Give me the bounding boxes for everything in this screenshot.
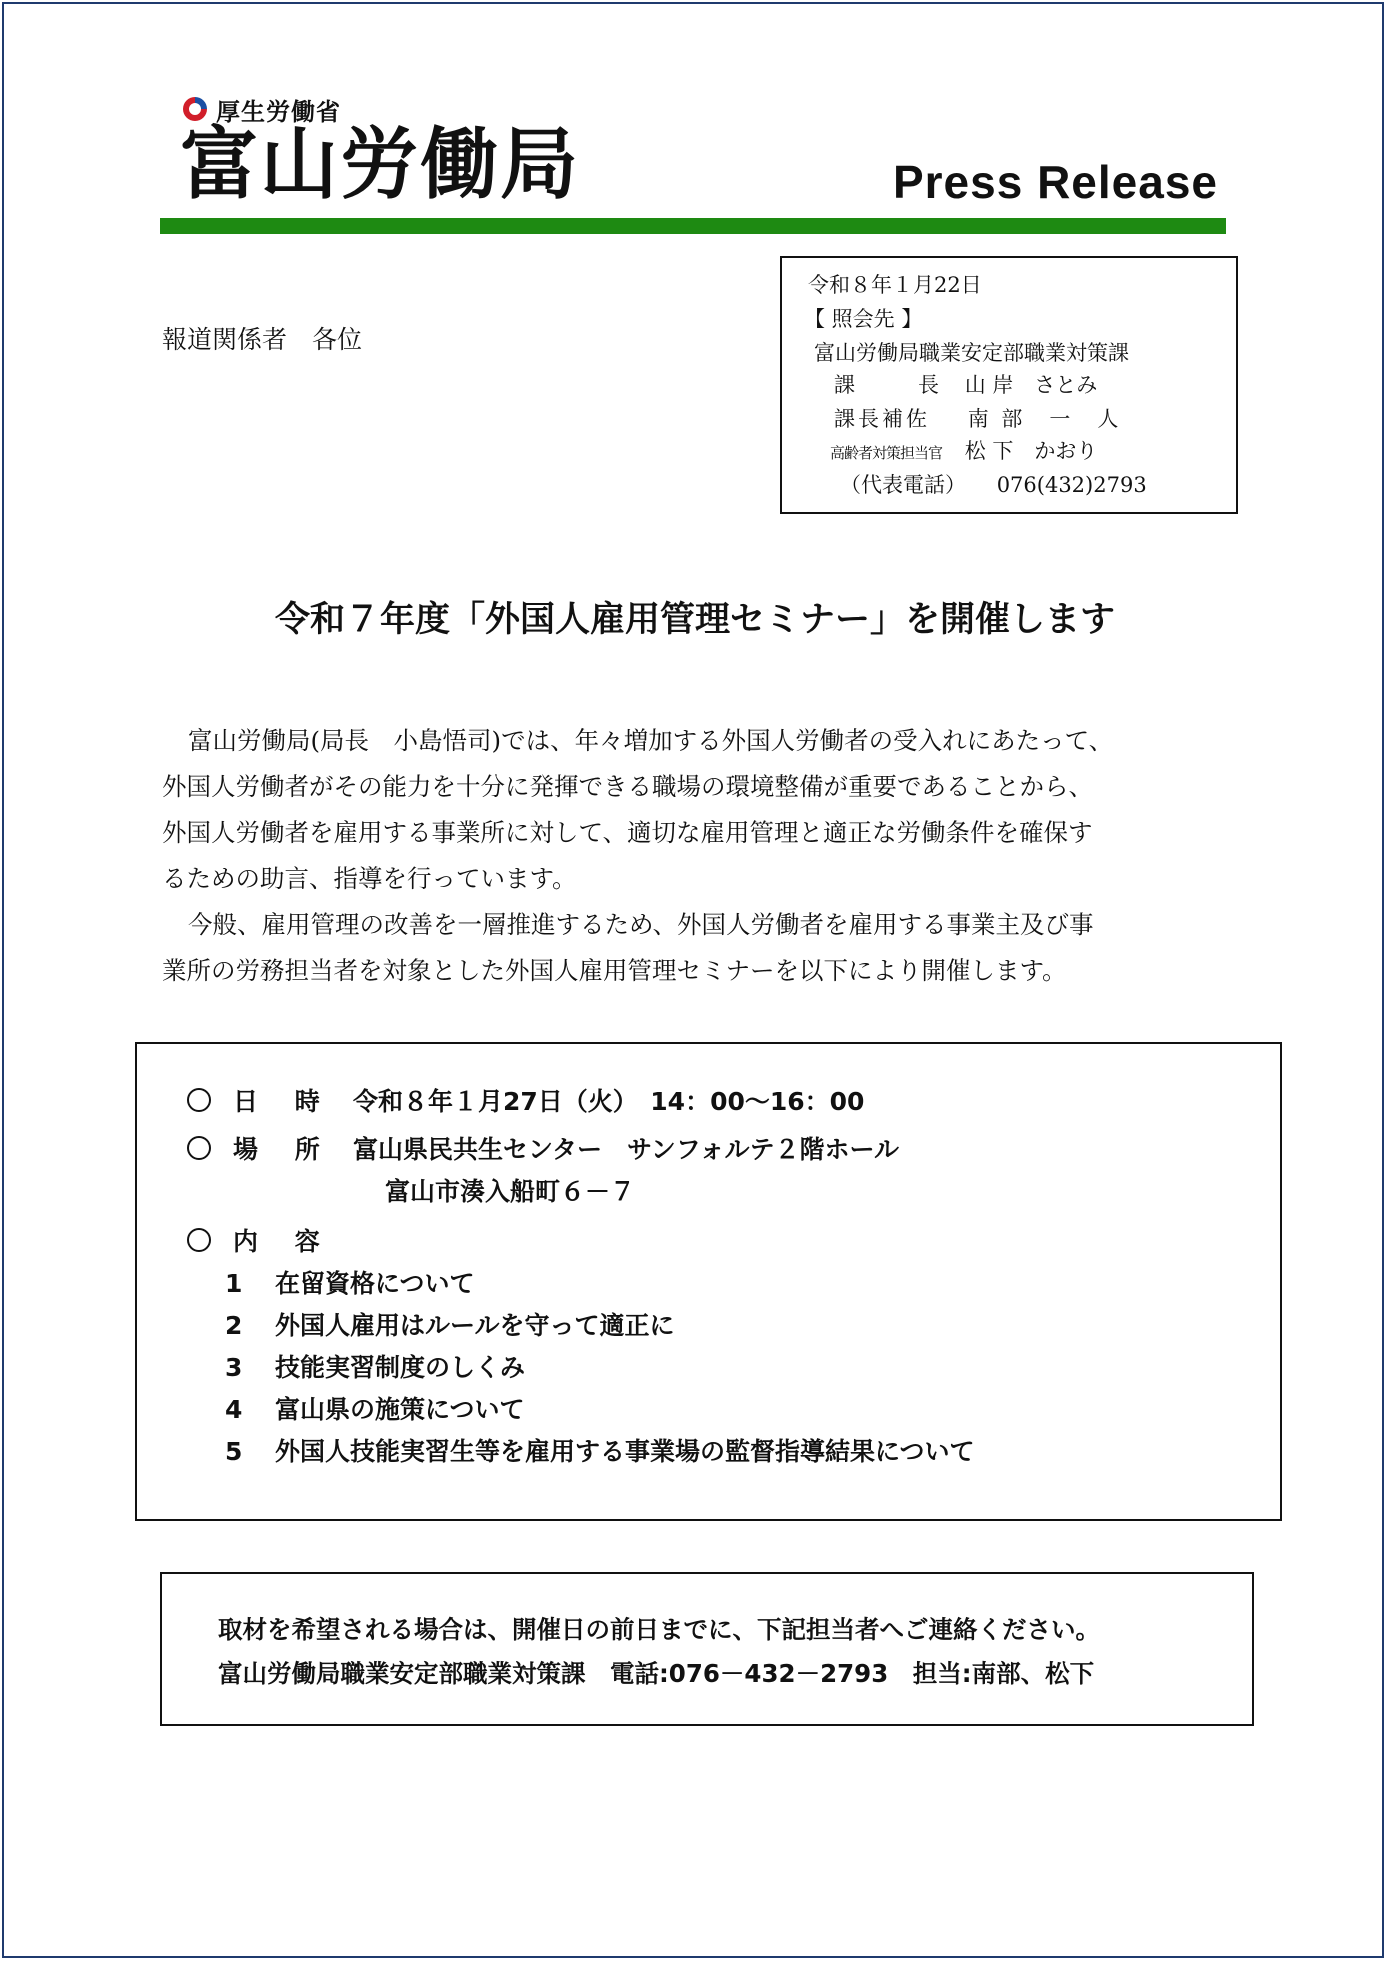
event-info-box [135,1042,1282,1521]
venue-label: 場 所 [233,1135,334,1164]
staff-title: 課長補佐 [834,407,930,431]
circle-bullet-icon [187,1136,211,1160]
event-datetime: 令和８年１月27日（火） 14：00～16：00 [353,1087,865,1116]
event-content-row [187,1222,353,1262]
contact-staff-row [834,370,1097,400]
staff-name: 南 部 一 人 [967,407,1122,431]
notice-line: 取材を希望される場合は、開催日の前日までに、下記担当者へご連絡ください。 [218,1615,1100,1644]
contact-staff-row [830,436,1097,468]
body-paragraph-line: 外国人労働者がその能力を十分に発揮できる職場の環境整備が重要であることから、 [162,772,1093,801]
contact-department: 富山労働局職業安定部職業対策課 [814,341,1129,365]
content-item: 1 在留資格について [225,1269,475,1298]
notice-line: 富山労働局職業安定部職業対策課 電話:076－432－2793 担当:南部、松下 [218,1659,1095,1688]
content-item: 2 外国人雇用はルールを守って適正に [225,1311,675,1340]
event-address: 富山市湊入船町６－７ [385,1177,636,1206]
contact-box [780,256,1238,514]
event-venue: 富山県民共生センター サンフォルテ２階ホール [353,1135,900,1164]
body-paragraph-line: 業所の労務担当者を対象とした外国人雇用管理セミナーを以下により開催します。 [162,956,1067,985]
datetime-label: 日 時 [233,1087,334,1116]
contact-phone-row [840,470,1147,500]
phone-number: 076(432)2793 [996,473,1147,497]
content-item: 5 外国人技能実習生等を雇用する事業場の監督指導結果について [225,1437,975,1466]
staff-title: 高齢者対策担当官 [830,444,943,462]
circle-bullet-icon [187,1228,211,1252]
release-date: 令和８年１月22日 [808,273,982,297]
body-paragraph-line: るための助言、指導を行っています。 [162,864,577,893]
headline: 令和７年度「外国人雇用管理セミナー」を開催します [274,600,1115,640]
contact-staff-row [834,404,1121,434]
body-paragraph-line: 今般、雇用管理の改善を一層推進するため、外国人労働者を雇用する事業主及び事 [188,910,1094,939]
bureau-name: 富山労働局 [180,120,581,210]
content-label: 内 容 [233,1227,334,1256]
body-paragraph-line: 富山労働局(局長 小島悟司)では、年々増加する外国人労働者の受入れにあたって、 [188,726,1114,755]
staff-name: 松 下 かおり [964,439,1098,463]
content-item: 3 技能実習制度のしくみ [225,1353,526,1382]
circle-bullet-icon [187,1088,211,1112]
press-release-label: Press Release [892,156,1218,208]
body-paragraph-line: 外国人労働者を雇用する事業所に対して、適切な雇用管理と適正な労働条件を確保す [162,818,1093,847]
content-item: 4 富山県の施策について [225,1395,525,1424]
contact-heading: 【 照会先 】 [804,307,923,331]
staff-title: 課 長 [834,373,939,397]
staff-name: 山 岸 さとみ [964,373,1098,397]
event-venue-row [187,1130,899,1170]
body-text [162,718,1232,994]
ministry-name: 厚生労働省 [216,97,341,126]
addressee: 報道関係者 各位 [162,325,363,354]
press-notice-box [160,1572,1254,1726]
event-datetime-row [187,1082,864,1122]
header-divider [160,218,1226,234]
phone-label: （代表電話） [840,473,966,497]
